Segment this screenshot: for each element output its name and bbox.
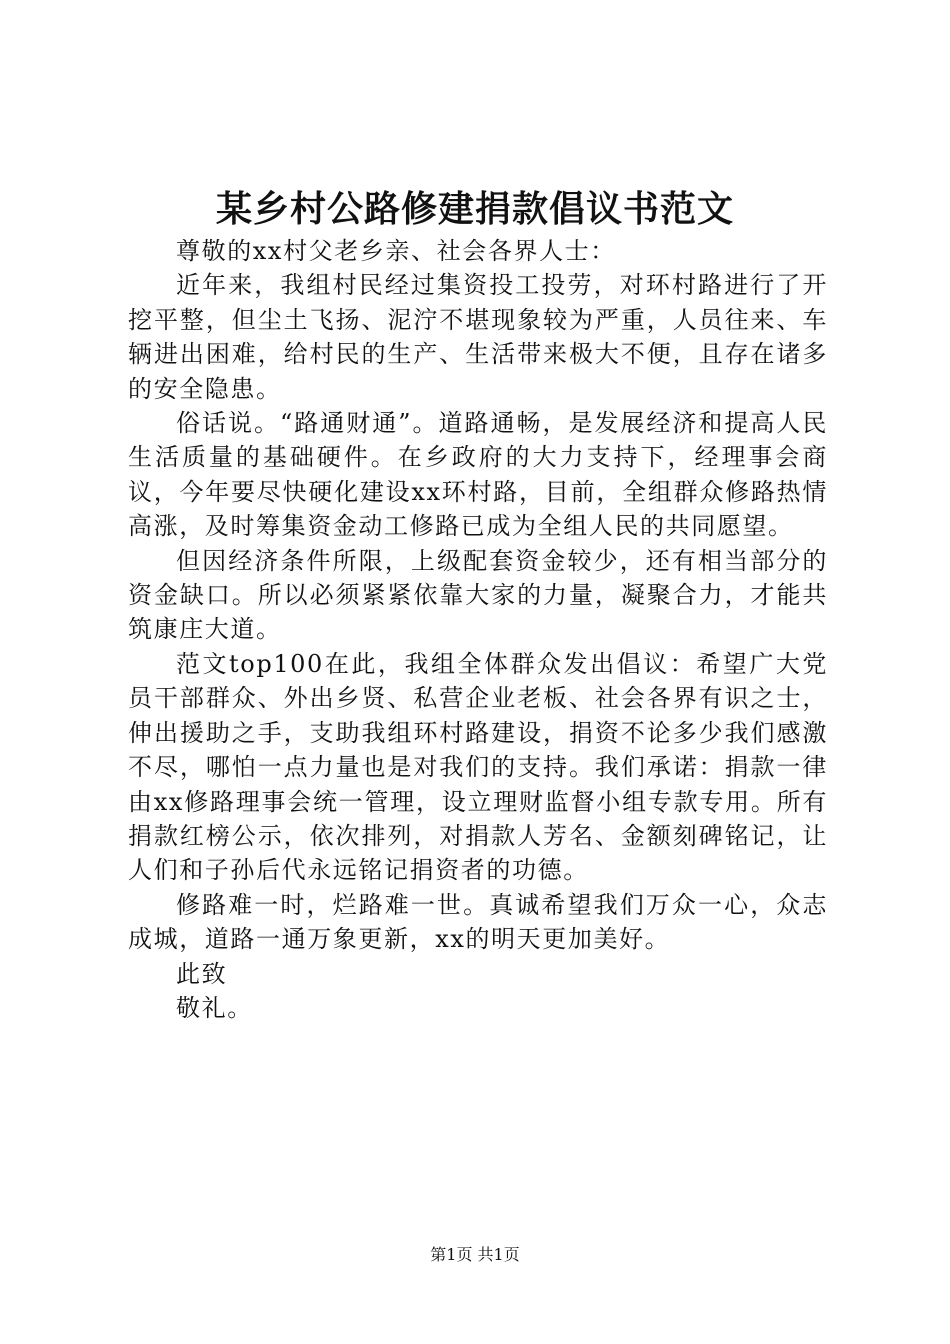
document-title: 某乡村公路修建捐款倡议书范文 — [215, 188, 734, 230]
body-paragraph: 俗话说。“路通财通”。道路通畅，是发展经济和提高人民生活质量的基础硬件。在乡政府的大力支持下，经理事会商议，今年要尽快硬化建设xx环村路，目前，全组群众修路热情高涨，及时筹集资金动工修路已成为全组人民的共同愿望。 — [128, 409, 828, 541]
closing-regards: 敬礼。 — [176, 993, 253, 1022]
page-footer: 第1页 共1页 — [430, 1245, 520, 1264]
body-paragraph: 但因经济条件所限，上级配套资金较少，还有相当部分的资金缺口。所以必须紧紧依靠大家的力量，凝聚合力，才能共筑康庄大道。 — [128, 546, 828, 644]
body-paragraph: 修路难一时，烂路难一世。真诚希望我们万众一心，众志成城，道路一通万象更新，xx的明天更加美好。 — [128, 890, 828, 954]
body-paragraph: 近年来，我组村民经过集资投工投劳，对环村路进行了开挖平整，但尘土飞扬、泥泞不堪现象较为严重，人员往来、车辆进出困难，给村民的生产、生活带来极大不便，且存在诸多的安全隐患。 — [128, 271, 828, 403]
body-paragraph: 范文top100在此，我组全体群众发出倡议：希望广大党员干部群众、外出乡贤、私营企业老板、社会各界有识之士，伸出援助之手，支助我组环村路建设，捐资不论多少我们感激不尽，哪怕一点力量也是对我们的支持。我们承诺：捐款一律由xx修路理事会统一管理，设立理财监督小组专款专用。所有捐款红榜公示，依次排列，对捐款人芳名、金额刻碑铭记，让人们和子孙后代永远铭记捐资者的功德。 — [128, 649, 828, 885]
salutation-paragraph: 尊敬的xx村父老乡亲、社会各界人士： — [176, 237, 616, 265]
document-body — [128, 234, 828, 1025]
closing-line: 此致 — [176, 959, 228, 988]
